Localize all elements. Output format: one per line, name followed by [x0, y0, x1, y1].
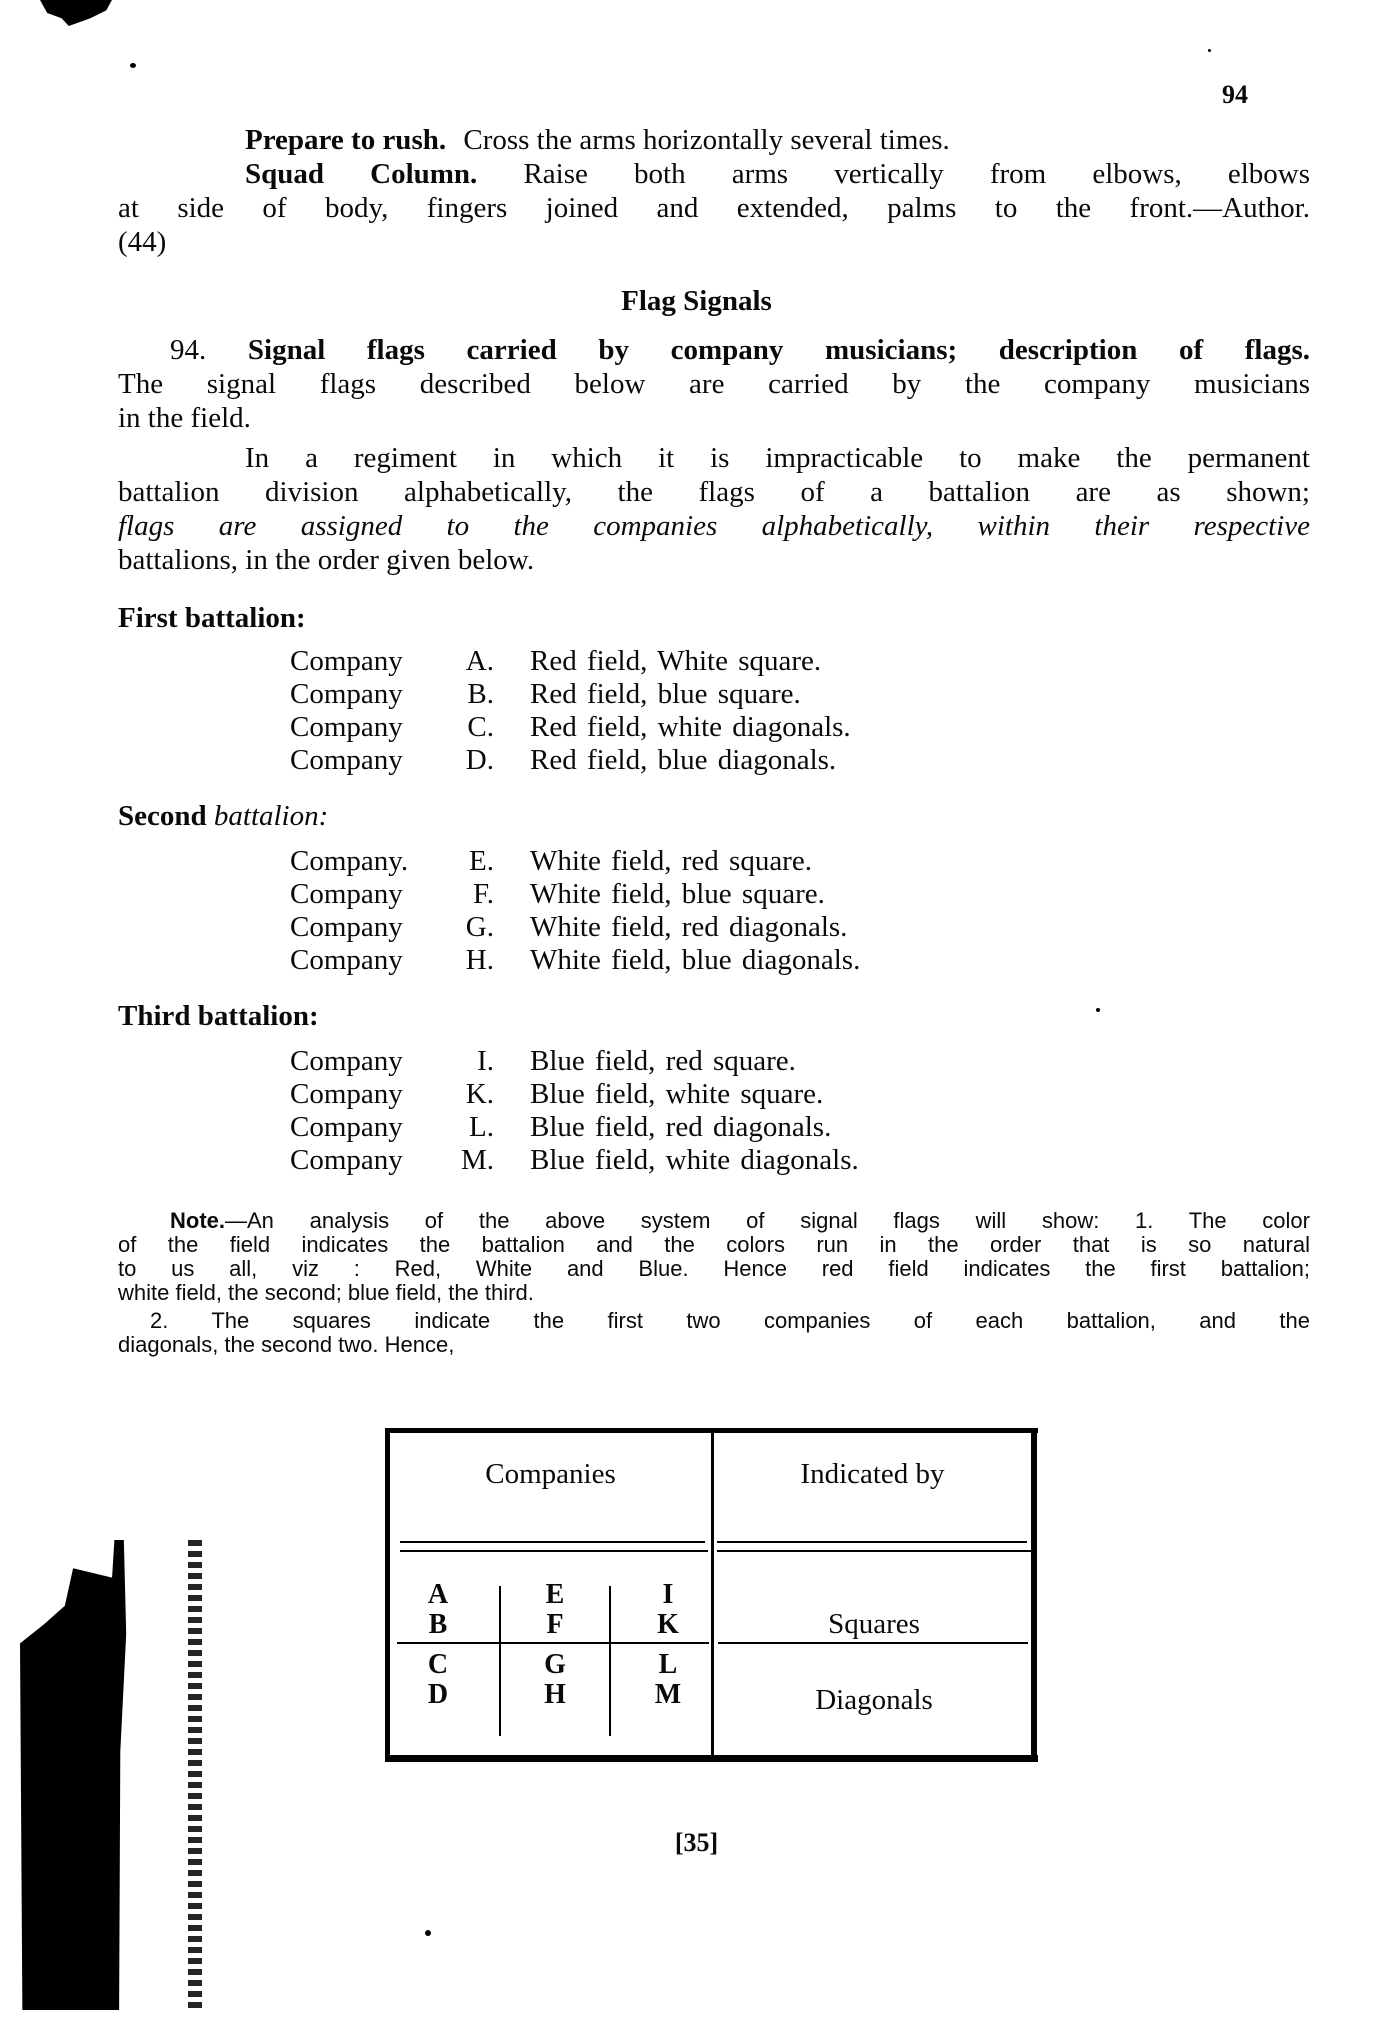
company-word: Company — [290, 645, 403, 677]
header-rule — [400, 1550, 708, 1552]
company-flag-description: White field, red diagonals. — [530, 911, 848, 943]
company-letter: C. — [467, 711, 494, 743]
company-flag-description: Red field, White square. — [530, 645, 822, 677]
table-cell-company: M — [654, 1679, 682, 1710]
intro-reference: (44) — [118, 226, 167, 258]
table-cell-indicated-by: Squares — [828, 1608, 920, 1640]
note-line: white field, the second; blue field, the third. — [118, 1280, 534, 1305]
intro-term-squad-column: Squad Column. — [245, 158, 478, 190]
intro-text: Cross the arms horizontally several times. — [463, 124, 950, 156]
company-word: Company — [290, 1144, 403, 1176]
scan-edge-sliver — [188, 1540, 202, 2010]
header-rule — [400, 1541, 705, 1543]
company-letter: F. — [472, 878, 494, 910]
battalion-heading-third: Third battalion: — [118, 1000, 319, 1032]
section-number: 94. — [170, 334, 207, 366]
scan-speck — [130, 63, 136, 68]
company-word: Company — [290, 878, 403, 910]
table-header-companies: Companies — [485, 1458, 616, 1490]
intro-text: Raise both arms vertically from elbows, elbows — [523, 158, 1311, 190]
battalion-heading-second — [118, 800, 328, 833]
header-rule — [717, 1550, 1031, 1552]
table-border-bottom — [385, 1755, 1038, 1762]
company-word: Company — [290, 1111, 403, 1143]
company-letter: H. — [465, 944, 494, 976]
table-cell-company: K — [657, 1609, 679, 1640]
paragraph-line: flags are assigned to the companies alphabetically, within their respective — [118, 510, 1310, 542]
note-line: 2. The squares indicate the first two companies of each battalion, and the — [150, 1308, 1310, 1333]
company-letter: K. — [465, 1078, 494, 1110]
company-letter: L. — [469, 1111, 494, 1143]
intro-term-prepare-to-rush: Prepare to rush. — [245, 124, 447, 156]
scan-edge-shadow — [20, 1540, 138, 2010]
company-letter: B. — [467, 678, 494, 710]
section-heading — [170, 334, 1310, 367]
company-letter: M. — [460, 1144, 494, 1176]
intro-line-3: at side of body, fingers joined and extended, palms to the front.—Author. — [118, 192, 1310, 224]
intro-line-2 — [245, 158, 1310, 191]
header-rule — [717, 1541, 1027, 1543]
table-cell-company: F — [546, 1609, 564, 1640]
company-word: Company — [290, 944, 403, 976]
company-word: Company — [290, 678, 403, 710]
company-word: Company — [290, 1078, 403, 1110]
section-title: Flag Signals — [621, 285, 772, 317]
table-cell-company: D — [427, 1679, 449, 1710]
scan-blot-top — [40, 0, 112, 26]
company-word: Company — [290, 711, 403, 743]
table-cell-company: I — [662, 1579, 674, 1610]
footer-page-number: [35] — [674, 1828, 719, 1857]
company-flag-description: Red field, white diagonals. — [530, 711, 851, 743]
paragraph-line: battalions, in the order given below. — [118, 544, 535, 576]
note-line: to us all, viz : Red, White and Blue. Hence red field indicates the first battalion; — [118, 1256, 1310, 1281]
company-flag-description: Red field, blue diagonals. — [530, 744, 837, 776]
company-flag-description: White field, red square. — [530, 845, 812, 877]
company-word: Company. — [290, 845, 409, 877]
paragraph-line: battalion division alphabetically, the flags of a battalion are as shown; — [118, 476, 1310, 508]
scan-speck — [425, 1930, 431, 1936]
battalion-heading-rest: battalion: — [206, 800, 329, 832]
battalion-heading-bold: Second — [118, 800, 207, 832]
scan-speck — [1208, 49, 1211, 52]
paragraph-line: in the field. — [118, 402, 251, 434]
page-number: 94 — [1222, 80, 1248, 109]
company-flag-description: Blue field, red square. — [530, 1045, 796, 1077]
company-letter: G. — [465, 911, 494, 943]
note-line: of the field indicates the battalion and the colors run in the order that is so natural — [118, 1232, 1310, 1257]
table-cell-company: L — [658, 1649, 678, 1680]
paragraph-line: In a regiment in which it is impracticable to make the permanent — [245, 442, 1310, 474]
table-cell-company: C — [427, 1649, 449, 1680]
company-word: Company — [290, 744, 403, 776]
company-word: Company — [290, 1045, 403, 1077]
table-cell-company: A — [427, 1579, 449, 1610]
company-flag-description: White field, blue square. — [530, 878, 825, 910]
row-separator — [397, 1642, 709, 1644]
battalion-heading-first: First battalion: — [118, 602, 306, 634]
note-line — [170, 1208, 1310, 1233]
table-cell-company: G — [544, 1649, 566, 1680]
note-line: diagonals, the second two. Hence, — [118, 1332, 455, 1357]
company-flag-description: Red field, blue square. — [530, 678, 801, 710]
company-letter: E. — [469, 845, 494, 877]
company-flag-description: Blue field, white diagonals. — [530, 1144, 859, 1176]
subcolumn-divider — [499, 1586, 501, 1736]
company-letter: I. — [477, 1045, 494, 1077]
company-letter: A. — [465, 645, 494, 677]
scan-speck — [1096, 1008, 1100, 1012]
note-text: —An analysis of the above system of signal flags will show: 1. The color — [225, 1208, 1310, 1233]
company-flag-description: Blue field, red diagonals. — [530, 1111, 832, 1143]
table-header-indicated-by: Indicated by — [800, 1458, 945, 1490]
section-heading-text: Signal flags carried by company musicians; description of flags. — [247, 334, 1310, 366]
company-word: Company — [290, 911, 403, 943]
company-flag-description: Blue field, white square. — [530, 1078, 824, 1110]
table-cell-company: E — [545, 1579, 565, 1610]
company-letter: D. — [465, 744, 494, 776]
row-separator — [718, 1642, 1028, 1644]
companies-table — [385, 1428, 1038, 1762]
intro-line-1 — [245, 124, 950, 157]
table-cell-company: H — [544, 1679, 566, 1710]
paragraph-line: The signal flags described below are carried by the company musicians — [118, 368, 1310, 400]
note-label: Note. — [170, 1208, 225, 1233]
table-cell-company: B — [428, 1609, 448, 1640]
company-flag-description: White field, blue diagonals. — [530, 944, 861, 976]
subcolumn-divider — [609, 1586, 611, 1736]
table-cell-indicated-by: Diagonals — [815, 1684, 933, 1716]
